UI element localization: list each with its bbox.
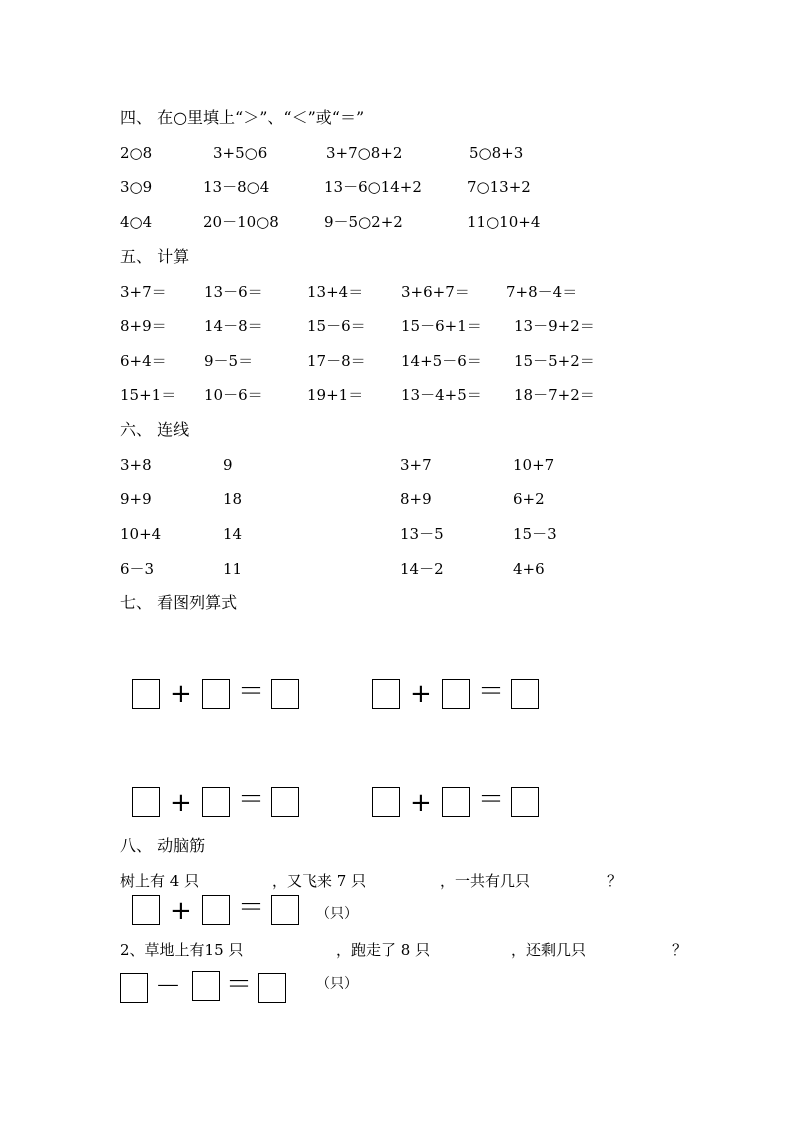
match-item: 6－3 xyxy=(120,560,155,578)
section-8-title: 八、 动脑筋 xyxy=(120,836,206,855)
calc-item: 6+4＝ xyxy=(120,352,167,370)
compare-item: 3+5○6 xyxy=(213,144,268,162)
answer-box[interactable] xyxy=(372,679,400,709)
calc-item: 13－6＝ xyxy=(204,283,263,301)
section-5-title: 五、 计算 xyxy=(120,247,190,266)
compare-item: 2○8 xyxy=(120,144,153,162)
question-2-text-c: ，还剩几只 xyxy=(511,941,587,959)
compare-item: 11○10+4 xyxy=(467,213,541,231)
section-7-title: 七、 看图列算式 xyxy=(120,593,238,612)
answer-box[interactable] xyxy=(271,895,299,925)
question-1-text-a: 树上有 4 只 xyxy=(120,872,200,890)
calc-item: 9－5＝ xyxy=(204,352,254,370)
calc-item: 8+9＝ xyxy=(120,317,167,335)
calc-item: 15－6＝ xyxy=(307,317,366,335)
plus-sign: + xyxy=(410,788,432,818)
question-1-text-c: ，一共有几只 xyxy=(440,872,531,890)
match-item: 14 xyxy=(223,525,243,543)
calc-item: 15+1＝ xyxy=(120,386,177,404)
match-item: 18 xyxy=(223,490,243,508)
calc-item: 10－6＝ xyxy=(204,386,263,404)
match-item: 8+9 xyxy=(400,490,432,508)
compare-item: 5○8+3 xyxy=(469,144,524,162)
match-item: 10+7 xyxy=(513,456,555,474)
compare-item: 9－5○2+2 xyxy=(324,213,403,231)
answer-box[interactable] xyxy=(442,787,470,817)
answer-box[interactable] xyxy=(271,787,299,817)
answer-box[interactable] xyxy=(132,787,160,817)
calc-item: 18－7+2＝ xyxy=(514,386,595,404)
compare-item: 13－8○4 xyxy=(203,178,270,196)
answer-box[interactable] xyxy=(192,971,220,1001)
match-item: 6+2 xyxy=(513,490,545,508)
answer-box[interactable] xyxy=(258,973,286,1003)
compare-item: 13－6○14+2 xyxy=(324,178,422,196)
plus-sign: + xyxy=(410,679,432,709)
section-4-title: 四、 在○里填上“＞”、“＜”或“＝” xyxy=(120,108,365,127)
equals-sign: ＝ xyxy=(238,677,265,707)
compare-item: 3○9 xyxy=(120,178,153,196)
match-item: 3+8 xyxy=(120,456,152,474)
match-item: 3+7 xyxy=(400,456,432,474)
match-item: 10+4 xyxy=(120,525,162,543)
calc-item: 14－8＝ xyxy=(204,317,263,335)
calc-item: 17－8＝ xyxy=(307,352,366,370)
answer-box[interactable] xyxy=(120,973,148,1003)
calc-item: 7+8－4＝ xyxy=(506,283,578,301)
compare-item: 3+7○8+2 xyxy=(326,144,403,162)
match-item: 9 xyxy=(223,456,233,474)
calc-item: 13+4＝ xyxy=(307,283,364,301)
answer-box[interactable] xyxy=(132,895,160,925)
match-item: 15－3 xyxy=(513,525,557,543)
answer-box[interactable] xyxy=(511,679,539,709)
answer-box[interactable] xyxy=(202,679,230,709)
equals-sign: ＝ xyxy=(478,677,505,707)
compare-item: 4○4 xyxy=(120,213,153,231)
question-1-text-b: ，又飞来 7 只 xyxy=(272,872,367,890)
unit-label: （只） xyxy=(316,906,358,922)
answer-box[interactable] xyxy=(442,679,470,709)
plus-sign: + xyxy=(170,788,192,818)
match-item: 14－2 xyxy=(400,560,444,578)
match-item: 9+9 xyxy=(120,490,152,508)
equals-sign: ＝ xyxy=(238,785,265,815)
answer-box[interactable] xyxy=(372,787,400,817)
answer-box[interactable] xyxy=(511,787,539,817)
match-item: 13－5 xyxy=(400,525,444,543)
calc-item: 3+6+7＝ xyxy=(401,283,470,301)
match-item: 4+6 xyxy=(513,560,545,578)
answer-box[interactable] xyxy=(202,895,230,925)
calc-item: 14+5－6＝ xyxy=(401,352,482,370)
question-2-text-b: ，跑走了 8 只 xyxy=(336,941,431,959)
calc-item: 3+7＝ xyxy=(120,283,167,301)
answer-box[interactable] xyxy=(132,679,160,709)
question-2-qmark: ？ xyxy=(672,941,688,959)
calc-item: 13－9+2＝ xyxy=(514,317,595,335)
plus-sign: + xyxy=(170,896,192,926)
question-1-qmark: ？ xyxy=(607,872,623,890)
equals-sign: ＝ xyxy=(226,970,253,1000)
equals-sign: ＝ xyxy=(238,893,265,923)
match-item: 11 xyxy=(223,560,243,578)
compare-item: 7○13+2 xyxy=(467,178,531,196)
question-2-text-a: 2、草地上有15 只 xyxy=(120,941,244,959)
section-6-title: 六、 连线 xyxy=(120,420,190,439)
answer-box[interactable] xyxy=(202,787,230,817)
calc-item: 19+1＝ xyxy=(307,386,364,404)
calc-item: 15－6+1＝ xyxy=(401,317,482,335)
calc-item: 15－5+2＝ xyxy=(514,352,595,370)
unit-label: （只） xyxy=(316,976,358,992)
answer-box[interactable] xyxy=(271,679,299,709)
compare-item: 20－10○8 xyxy=(203,213,279,231)
plus-sign: + xyxy=(170,679,192,709)
equals-sign: ＝ xyxy=(478,785,505,815)
calc-item: 13－4+5＝ xyxy=(401,386,482,404)
minus-sign: － xyxy=(155,972,182,1002)
